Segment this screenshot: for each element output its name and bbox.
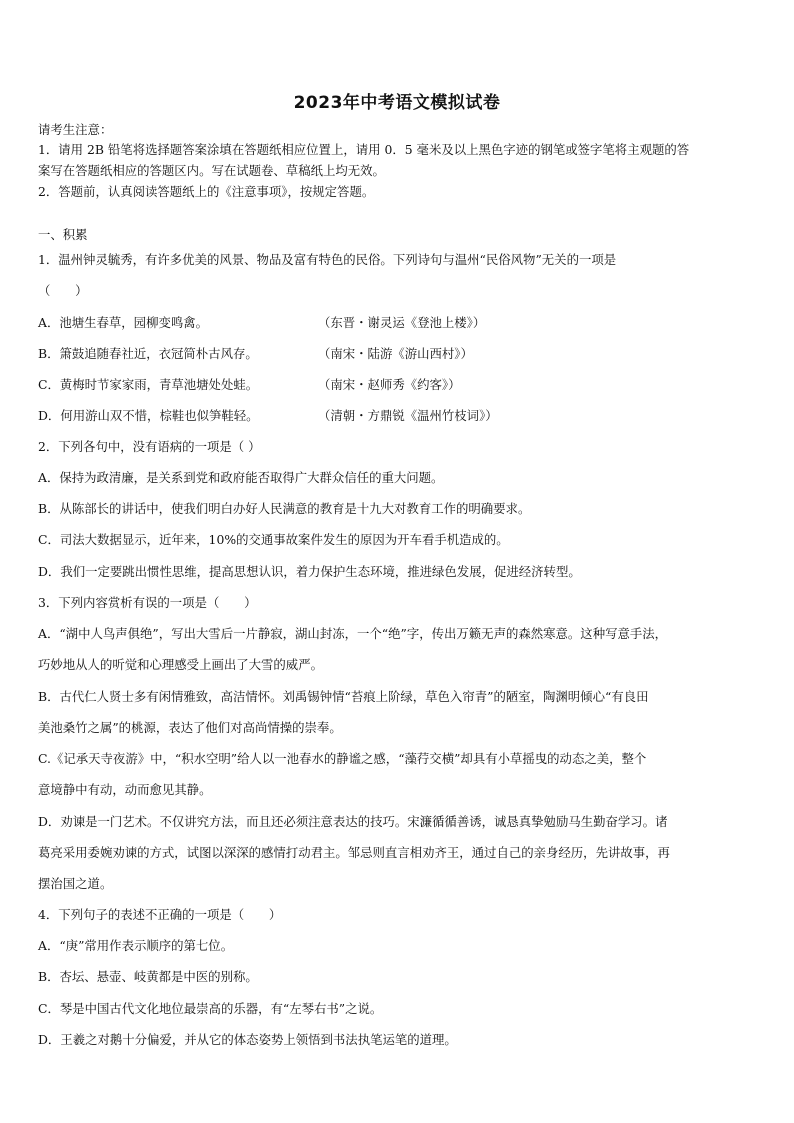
question-1-option-b: B．箫鼓追随春社近，衣冠简朴古风存。: [38, 346, 258, 361]
question-1-option-c: C．黄梅时节家家雨，青草池塘处处蛙。: [38, 377, 259, 392]
question-3-option-c-line-1: C.《记承天寺夜游》中，“积水空明”给人以一池春水的静谧之感，“藻荇交横”却具有小草摇曳的动态之美，整个: [38, 751, 647, 766]
question-4-option-b: B．杏坛、悬壶、岐黄都是中医的别称。: [38, 969, 258, 984]
question-3-option-a-line-1: A．“湖中人鸟声俱绝”，写出大雪后一片静寂，湖山封冻，一个“绝”字，传出万籁无声的森然寒意。这种写意手法，: [38, 626, 668, 641]
question-2-option-c: C．司法大数据显示，近年来，10%的交通事故案件发生的原因为开车看手机造成的。: [38, 532, 509, 547]
question-1-option-a-source: （东晋・谢灵运《登池上楼》）: [318, 315, 486, 330]
question-4-option-d: D．王羲之对鹅十分偏爱，并从它的体态姿势上领悟到书法执笔运笔的道理。: [38, 1032, 457, 1047]
page-title: 2023年中考语文模拟试卷: [293, 93, 501, 113]
question-1-option-d: D．何用游山双不惜，棕鞋也似笋鞋轻。: [38, 408, 259, 423]
question-3-option-b-line-1: B．古代仁人贤士多有闲情雅致，高洁情怀。刘禹锡钟情“苔痕上阶绿，草色入帘青”的陋室，陶渊明倾心“有良田: [38, 689, 649, 704]
question-1-option-d-source: （清朝・方鼎锐《温州竹枝词》）: [318, 408, 498, 423]
question-1-answer-bracket: （ ）: [38, 283, 88, 298]
question-1-option-a: A．池塘生春草，园柳变鸣禽。: [38, 315, 209, 330]
question-2-option-d: D．我们一定要跳出惯性思维，提高思想认识，着力保护生态环境，推进绿色发展，促进经济转型。: [38, 564, 581, 579]
question-3-option-a-line-2: 巧妙地从人的听觉和心理感受上画出了大雪的威严。: [38, 657, 323, 672]
question-2-option-b: B．从陈部长的讲话中，使我们明白办好人民满意的教育是十九大对教育工作的明确要求。: [38, 501, 531, 516]
question-1-stem: 1．温州钟灵毓秀，有许多优美的风景、物品及富有特色的民俗。下列诗句与温州“民俗风物”无关的一项是: [38, 252, 617, 267]
question-4-option-a: A．“庚”常用作表示顺序的第七位。: [38, 938, 234, 953]
question-3-option-c-line-2: 意境静中有动，动而愈见其静。: [38, 782, 212, 797]
question-2-stem: 2．下列各句中，没有语病的一项是（ ）: [38, 439, 261, 454]
question-3-stem: 3．下列内容赏析有误的一项是（ ）: [38, 595, 257, 610]
question-2-option-a: A．保持为政清廉，是关系到党和政府能否取得广大群众信任的重大问题。: [38, 470, 444, 485]
notice-item-2: 2．答题前，认真阅读答题纸上的《注意事项》，按规定答题。: [38, 184, 375, 199]
question-4-stem: 4．下列句子的表述不正确的一项是（ ）: [38, 907, 282, 922]
notice-item-1-line-2: 案写在答题纸相应的答题区内。写在试题卷、草稿纸上均无效。: [38, 163, 385, 178]
notice-item-1-line-1: 1．请用 2B 铅笔将选择题答案涂填在答题纸相应位置上，请用 0．5 毫米及以上黑色字迹的钢笔或签字笔将主观题的答: [38, 142, 690, 157]
question-4-option-c: C．琴是中国古代文化地位最崇高的乐器，有“左琴右书”之说。: [38, 1001, 383, 1016]
question-3-option-b-line-2: 美池桑竹之属”的桃源，表达了他们对高尚情操的崇奉。: [38, 720, 342, 735]
question-3-option-d-line-1: D．劝谏是一门艺术。不仅讲究方法，而且还必须注意表达的技巧。宋濂循循善诱，诚恳真挚勉励马生勤奋学习。诸: [38, 814, 668, 829]
question-3-option-d-line-2: 葛亮采用委婉劝谏的方式，试图以深深的感情打动君主。邹忌则直言相劝齐王，通过自己的亲身经历，先讲故事，再: [38, 845, 670, 860]
question-1-option-c-source: （南宋・赵师秀《约客》）: [318, 377, 461, 392]
question-1-option-b-source: （南宋・陆游《游山西村》）: [318, 346, 473, 361]
notice-heading: 请考生注意：: [38, 122, 113, 137]
section-heading-accumulation: 一、积累: [38, 227, 88, 242]
question-3-option-d-line-3: 摆治国之道。: [38, 876, 113, 891]
